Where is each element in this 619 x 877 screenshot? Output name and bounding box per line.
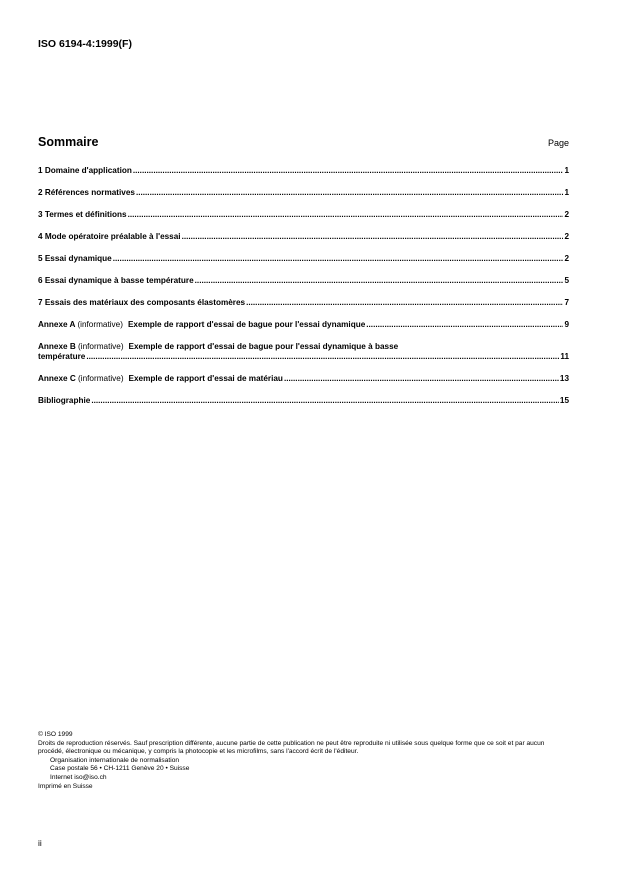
annex-label: Annexe A (38, 320, 76, 329)
annex-title-line-2: température (38, 352, 86, 361)
toc-entry-page: 1 (564, 188, 569, 197)
toc-annex-heading (38, 320, 365, 330)
toc-entry-page: 7 (564, 298, 569, 307)
rights-statement: Droits de reproduction réservés. Sauf prescription différente, aucune partie de cette publication ne peut être reproduite ni utilisée sous quelque forme que ce soit et par aucun procédé, électronique ou mécanique, y compris la photocopie et les microfilms, sans l'accord écrit de l'éditeur. (38, 739, 545, 756)
toc-entry-text: 2 Références normatives (38, 188, 135, 197)
annex-label: Annexe C (38, 374, 76, 383)
toc-header (38, 135, 569, 151)
organization-name: Organisation internationale de normalisation (50, 756, 180, 764)
postal-address: Case postale 56 • CH-1211 Genève 20 • Suisse (50, 765, 190, 773)
toc-entry-page: 9 (564, 320, 569, 329)
toc-entry-page: 15 (559, 396, 569, 405)
document-id: ISO 6194-4:1999(F) (38, 38, 132, 50)
toc-entry-2[interactable] (38, 188, 569, 198)
copyright-notice (38, 731, 569, 791)
toc-entry-page: 2 (564, 210, 569, 219)
toc-entry-text: 3 Termes et définitions (38, 210, 127, 219)
toc-title: Sommaire (38, 135, 99, 149)
toc-entry-page: 11 (560, 352, 569, 361)
leader-dots (246, 298, 563, 308)
table-of-contents (38, 166, 569, 418)
annex-kind: (informative) (78, 342, 124, 351)
annex-title: Exemple de rapport d'essai de matériau (128, 374, 283, 383)
toc-entry-page: 13 (559, 374, 569, 383)
toc-entry-page: 2 (564, 254, 569, 263)
leader-dots (366, 320, 563, 330)
toc-entry-4[interactable] (38, 232, 569, 242)
leader-dots (284, 374, 559, 384)
printed-in: Imprimé en Suisse (38, 782, 93, 790)
leader-dots (113, 254, 564, 264)
toc-annex-heading (38, 374, 283, 384)
leader-dots (91, 396, 559, 406)
toc-annex-b[interactable] (38, 342, 569, 362)
leader-dots (182, 232, 564, 242)
leader-dots (133, 166, 564, 176)
toc-entry-text: 5 Essai dynamique (38, 254, 112, 263)
toc-entry-text: 1 Domaine d'application (38, 166, 132, 175)
toc-entry-7[interactable] (38, 298, 569, 308)
toc-annex-c[interactable] (38, 374, 569, 384)
leader-dots (195, 276, 564, 286)
toc-entry-text: 7 Essais des matériaux des composants élastomères (38, 298, 246, 307)
toc-entry-page: 5 (564, 276, 569, 285)
annex-kind: (informative) (78, 374, 124, 383)
toc-bibliography[interactable] (38, 396, 569, 406)
annex-kind: (informative) (77, 320, 123, 329)
toc-entry-text: 6 Essai dynamique à basse température (38, 276, 194, 285)
toc-entry-page: 1 (564, 166, 569, 175)
toc-entry-text: 4 Mode opératoire préalable à l'essai (38, 232, 181, 241)
leader-dots (128, 210, 564, 220)
toc-entry-5[interactable] (38, 254, 569, 264)
toc-annex-heading (38, 342, 569, 352)
toc-entry-1[interactable] (38, 166, 569, 176)
toc-entry-6[interactable] (38, 276, 569, 286)
toc-page-column-label: Page (547, 138, 569, 148)
page-number: ii (38, 838, 42, 848)
toc-entry-page: 2 (564, 232, 569, 241)
annex-title: Exemple de rapport d'essai de bague pour l'essai dynamique (127, 320, 366, 329)
copyright-line: © ISO 1999 (38, 731, 73, 738)
leader-dots (86, 352, 559, 362)
annex-title-line-1: Exemple de rapport d'essai de bague pour l'essai dynamique à basse (128, 342, 399, 351)
toc-entry-text: Bibliographie (38, 396, 91, 405)
toc-annex-a[interactable] (38, 320, 569, 330)
leader-dots (136, 188, 564, 198)
annex-label: Annexe B (38, 342, 76, 351)
internet-contact: Internet iso@iso.ch (50, 773, 107, 781)
toc-entry-3[interactable] (38, 210, 569, 220)
